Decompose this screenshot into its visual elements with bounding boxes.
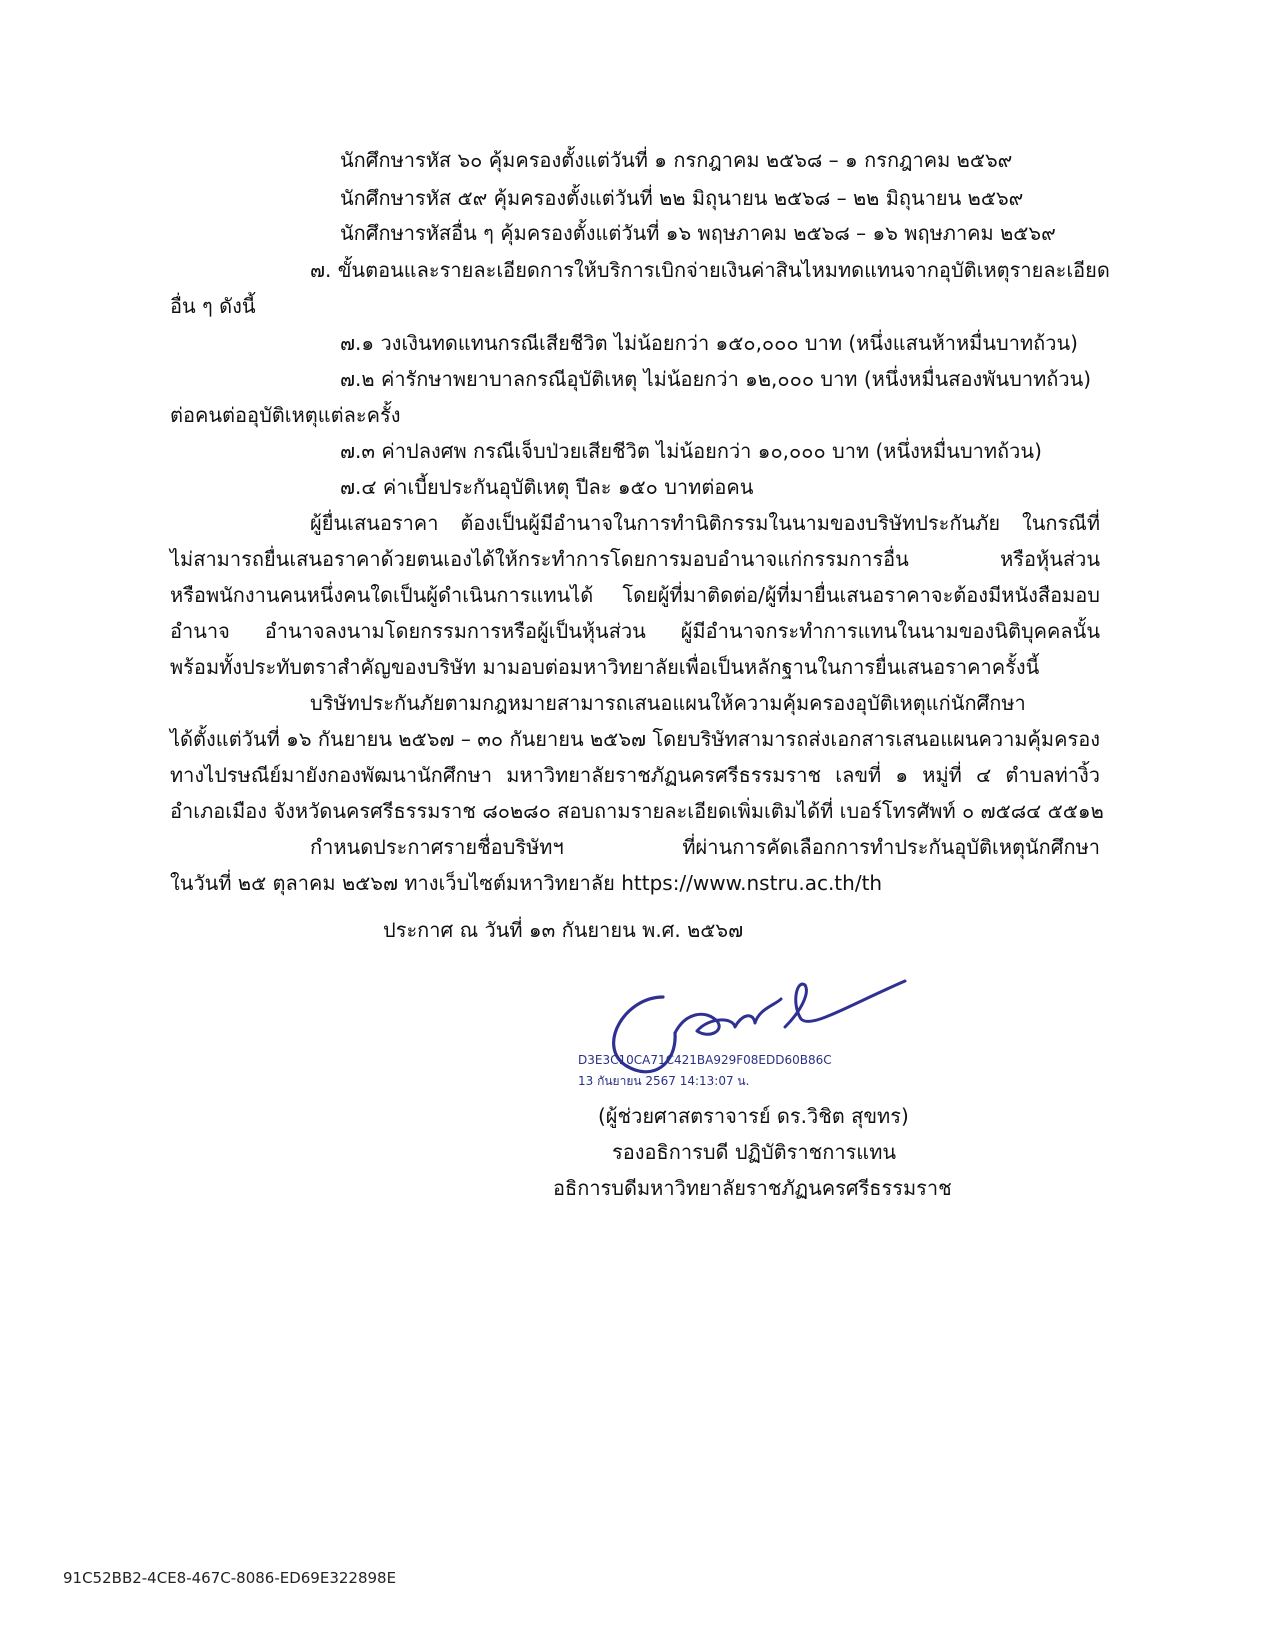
para-announce-line: ในวันที่ ๒๕ ตุลาคม ๒๕๖๗ ทางเว็บไซต์มหาวิทยาลัย https://www.nstru.ac.th/th <box>170 871 883 895</box>
section-7-heading-cont: อื่น ๆ ดังนี้ <box>170 294 256 318</box>
item-7-1: ๗.๑ วงเงินทดแทนกรณีเสียชีวิต ไม่น้อยกว่า ๑๕๐,๐๐๐ บาท (หนึ่งแสนห้าหมื่นบาทถ้วน) <box>340 331 1078 355</box>
coverage-line-other-codes: นักศึกษารหัสอื่น ๆ คุ้มครองตั้งแต่วันที่ ๑๖ พฤษภาคม ๒๕๖๘ – ๑๖ พฤษภาคม ๒๕๖๙ <box>340 221 1056 245</box>
signatory-title-cont: อธิการบดีมหาวิทยาลัยราชภัฏนครศรีธรรมราช <box>553 1176 952 1200</box>
coverage-line-code-60: นักศึกษารหัส ๖๐ คุ้มครองตั้งแต่วันที่ ๑ กรกฎาคม ๒๕๖๘ – ๑ กรกฎาคม ๒๕๖๙ <box>340 148 1013 172</box>
item-7-4: ๗.๔ ค่าเบี้ยประกันอุบัติเหตุ ปีละ ๑๕๐ บาทต่อคน <box>340 475 754 499</box>
para-announce-line: กำหนดประกาศรายชื่อบริษัทฯ ที่ผ่านการคัดเลือกการทำประกันอุบัติเหตุนักศึกษา <box>310 835 1100 859</box>
item-7-2-cont: ต่อคนต่ออุบัติเหตุแต่ละครั้ง <box>170 403 401 427</box>
para-proposal-line: ได้ตั้งแต่วันที่ ๑๖ กันยายน ๒๕๖๗ – ๓๐ กันยายน ๒๕๖๗ โดยบริษัทสามารถส่งเอกสารเสนอแผนความคุ้มครอง <box>170 727 1100 751</box>
para-bidder-line: อำนาจ อำนาจลงนามโดยกรรมการหรือผู้เป็นหุ้นส่วน ผู้มีอำนาจกระทำการแทนในนามของนิติบุคคลนั้น <box>170 619 1100 643</box>
para-proposal-line: ทางไปรษณีย์มายังกองพัฒนานักศึกษา มหาวิทยาลัยราชภัฏนครศรีธรรมราช เลขที่ ๑ หมู่ที่ ๔ ตำบลท่างิ้ว <box>170 763 1100 787</box>
signatory-title: รองอธิการบดี ปฏิบัติราชการแทน <box>612 1140 897 1164</box>
signatory-name: (ผู้ช่วยศาสตราจารย์ ดร.วิชิต สุขทร) <box>598 1104 909 1128</box>
item-7-3: ๗.๓ ค่าปลงศพ กรณีเจ็บป่วยเสียชีวิต ไม่น้อยกว่า ๑๐,๐๐๐ บาท (หนึ่งหมื่นบาทถ้วน) <box>340 439 1042 463</box>
signature-scribble-icon <box>605 975 950 1085</box>
section-7-heading: ๗. ขั้นตอนและรายละเอียดการให้บริการเบิกจ่ายเงินค่าสินไหมทดแทนจากอุบัติเหตุรายละเอียด <box>310 258 1110 282</box>
signature-hash: D3E3C10CA71C421BA929F08EDD60B86C <box>578 1053 832 1067</box>
para-bidder-line: ผู้ยื่นเสนอราคา ต้องเป็นผู้มีอำนาจในการทำนิติกรรมในนามของบริษัทประกันภัย ในกรณีที่ <box>310 511 1100 535</box>
item-7-2: ๗.๒ ค่ารักษาพยาบาลกรณีอุบัติเหตุ ไม่น้อยกว่า ๑๒,๐๐๐ บาท (หนึ่งหมื่นสองพันบาทถ้วน) <box>340 367 1092 391</box>
para-bidder-line: พร้อมทั้งประทับตราสำคัญของบริษัท มามอบต่อมหาวิทยาลัยเพื่อเป็นหลักฐานในการยื่นเสนอราคาครั้งนี้ <box>170 655 1040 679</box>
document-id-footer: 91C52BB2-4CE8-467C-8086-ED69E322898E <box>63 1569 397 1587</box>
signature-timestamp: 13 กันยายน 2567 14:13:07 น. <box>578 1074 750 1088</box>
para-bidder-line: ไม่สามารถยื่นเสนอราคาด้วยตนเองได้ให้กระทำการโดยการมอบอำนาจแก่กรรมการอื่น หรือหุ้นส่วน <box>170 547 1100 571</box>
para-bidder-line: หรือพนักงานคนหนึ่งคนใดเป็นผู้ดำเนินการแทนได้ โดยผู้ที่มาติดต่อ/ผู้ที่มายื่นเสนอราคาจะต้องมีหนังสือมอบ <box>170 583 1100 607</box>
coverage-line-code-59: นักศึกษารหัส ๕๙ คุ้มครองตั้งแต่วันที่ ๒๒ มิถุนายน ๒๕๖๘ – ๒๒ มิถุนายน ๒๕๖๙ <box>340 186 1024 210</box>
announce-date: ประกาศ ณ วันที่ ๑๓ กันยายน พ.ศ. ๒๕๖๗ <box>383 918 744 942</box>
para-proposal-line: บริษัทประกันภัยตามกฎหมายสามารถเสนอแผนให้ความคุ้มครองอุบัติเหตุแก่นักศึกษา <box>310 691 1026 715</box>
para-proposal-line: อำเภอเมือง จังหวัดนครศรีธรรมราช ๘๐๒๘๐ สอบถามรายละเอียดเพิ่มเติมได้ที่ เบอร์โทรศัพท์ ๐ ๗๕๘๔ ๕๕๑๒ <box>170 799 1104 823</box>
